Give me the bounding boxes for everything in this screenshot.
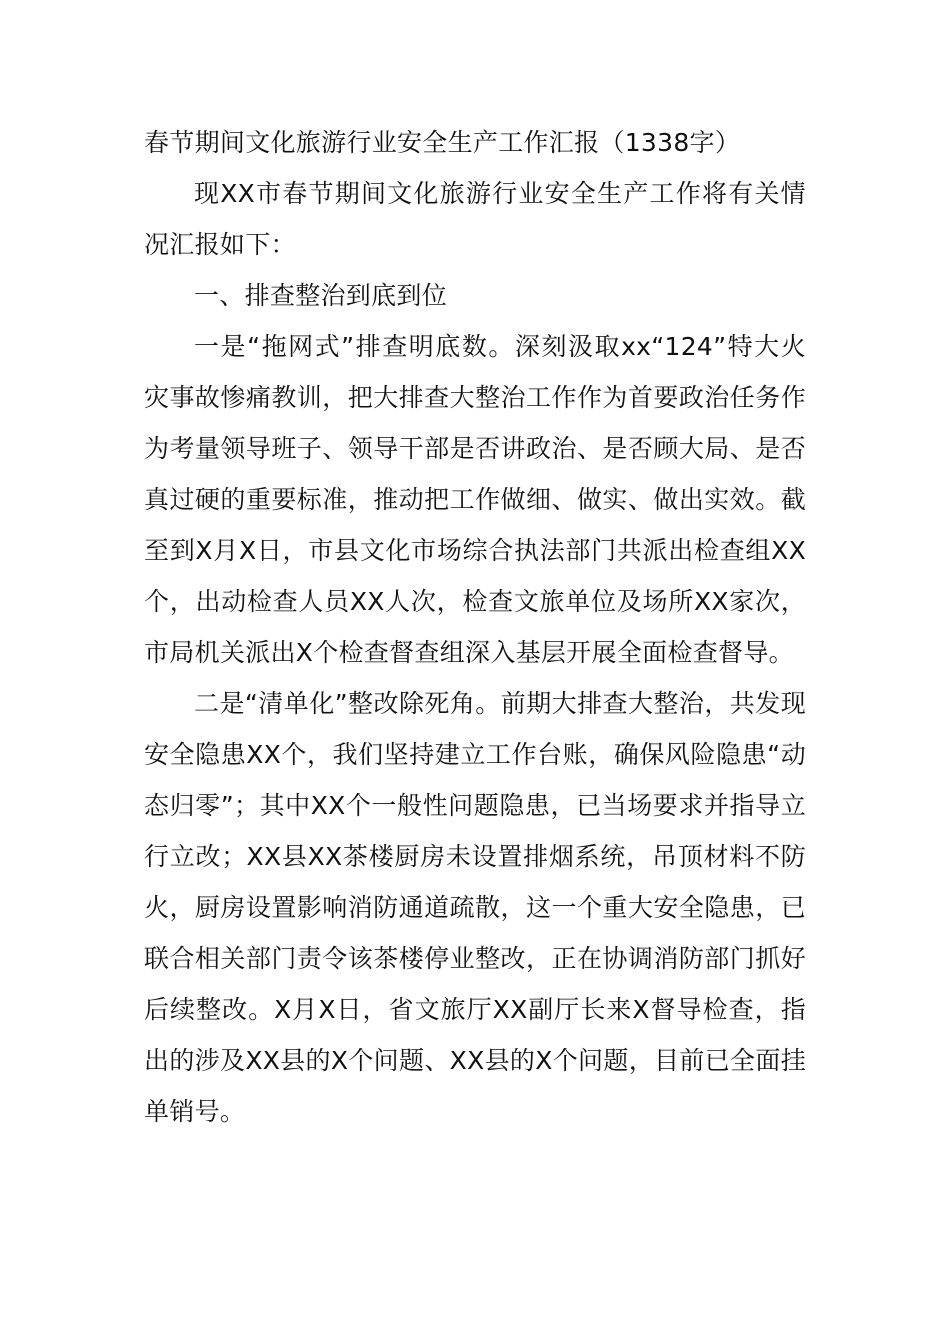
document-body	[144, 117, 806, 1137]
paragraph-intro: 现XX市春节期间文化旅游行业安全生产工作将有关情况汇报如下：	[144, 179, 806, 259]
paragraph-investigation: 一是“拖网式”排查明底数。深刻汲取xx“124”特大火灾事故惨痛教训，把大排查大整治工作作为首要政治任务作为考量领导班子、领导干部是否讲政治、是否顾大局、是否真过硬的重要标准，推动把工作做细、做实、做出实效。截至到X月X日，市县文化市场综合执法部门共派出检查组XX个，出动检查人员XX人次，检查文旅单位及场所XX家次，市局机关派出X个检查督查组深入基层开展全面检查督导。	[144, 332, 806, 667]
section-heading: 一、排查整治到底到位	[194, 281, 448, 310]
paragraph-rectification: 二是“清单化”整改除死角。前期大排查大整治，共发现安全隐患XX个，我们坚持建立工作台账，确保风险隐患“动态归零”；其中XX个一般性问题隐患，已当场要求并指导立行立改；XX县XX茶楼厨房未设置排烟系统，吊顶材料不防火，厨房设置影响消防通道疏散，这一个重大安全隐患，已联合相关部门责令该茶楼停业整改，正在协调消防部门抓好后续整改。X月X日，省文旅厅XX副厅长来X督导检查，指出的涉及XX县的X个问题、XX县的X个问题，目前已全面挂单销号。	[144, 689, 806, 1126]
document-title: 春节期间文化旅游行业安全生产工作汇报（1338字）	[144, 128, 741, 157]
